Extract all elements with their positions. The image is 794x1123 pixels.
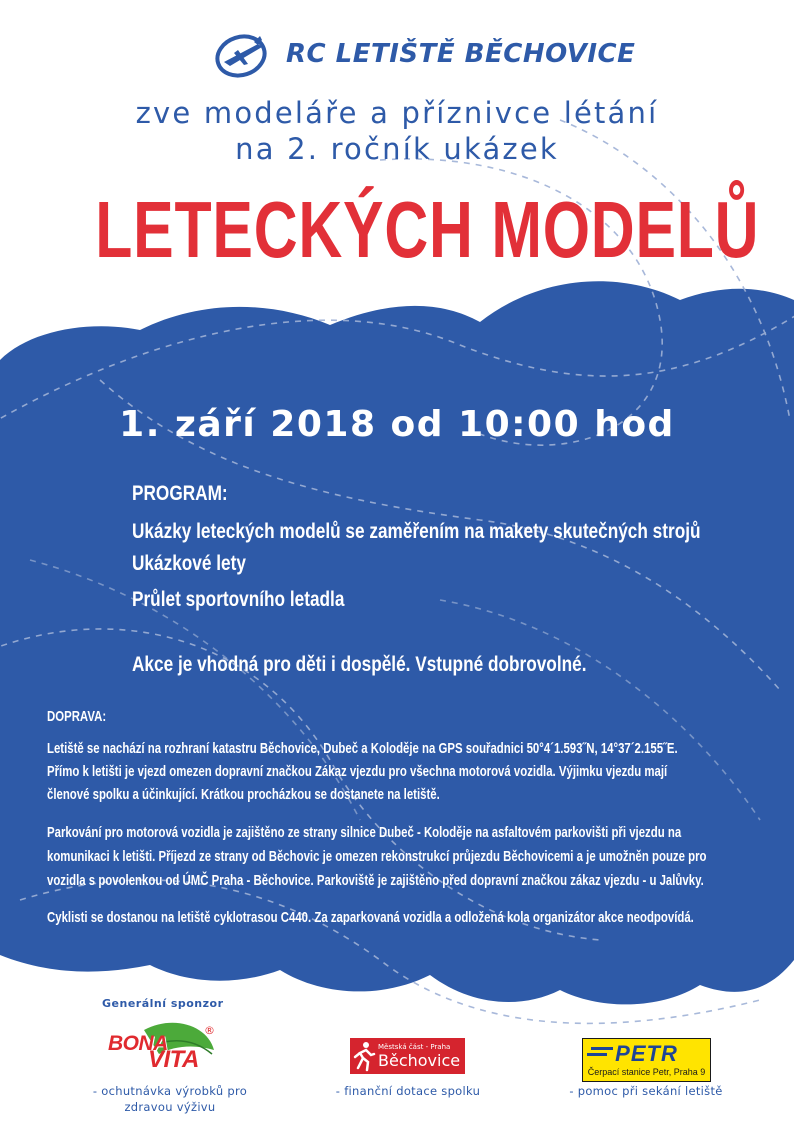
sponsor-caption	[298, 1083, 518, 1099]
bonavita-word-1: BONA	[108, 1032, 168, 1055]
invite-line-2: na 2. ročník ukázek	[235, 132, 559, 166]
sponsor-caption	[60, 1083, 280, 1115]
transport-line: Přímo k letišti je vjezd omezen dopravní značkou Zákaz vjezdu pro všechna motorová vozidla. Výjimku vjezdu mají	[47, 763, 668, 780]
transport-line: vozidla s povolenkou od ÚMČ Praha - Běchovice. Parkoviště je zajištěno před dopravní značkou zákaz vjezdu - u Jalůvky.	[47, 872, 704, 889]
petr-logo	[582, 1038, 711, 1082]
runner-icon	[350, 1038, 378, 1074]
headline: LETECKÝCH MODELŮ	[95, 185, 760, 274]
petr-subtitle: Čerpací stanice Petr, Praha 9	[587, 1067, 706, 1077]
sponsor-caption-line: - ochutnávka výrobků pro	[92, 1084, 248, 1098]
sponsor-caption-line: - finanční dotace spolku	[335, 1084, 481, 1098]
airplane-icon	[214, 28, 272, 80]
program-item: Ukázkové lety	[132, 552, 246, 575]
club-logo	[214, 28, 635, 80]
program-heading: PROGRAM:	[132, 482, 228, 505]
bonavita-logo	[104, 1020, 220, 1076]
bechovice-subtitle: Městská část - Praha	[378, 1042, 451, 1051]
transport-line: komunikaci k letišti. Příjezd ze strany od Běchovic je omezen rekonstrukcí průjezdu Běchovicemi a je umožněn pouze pro	[47, 848, 707, 865]
program-item: Průlet sportovního letadla	[132, 588, 345, 611]
club-name: RC LETIŠTĚ BĚCHOVICE	[286, 39, 636, 69]
petr-word: PETR	[615, 1041, 678, 1066]
transport-line: Parkování pro motorová vozidla je zajištěno ze strany silnice Dubeč - Koloděje na asfaltovém parkovišti při vjezdu na	[47, 824, 682, 841]
transport-line: Cyklisti se dostanou na letiště cyklotrasou C440. Za zaparkovaná vozidla a odložená kola organizátor akce neodpovídá.	[47, 909, 694, 926]
sponsor-caption	[536, 1083, 756, 1099]
sponsor-caption-line: zdravou výživu	[124, 1100, 216, 1114]
sponsor-caption-line: - pomoc při sekání letiště	[569, 1084, 723, 1098]
bechovice-title: Běchovice	[378, 1050, 461, 1070]
transport-line: Letiště se nachází na rozhraní katastru Běchovice, Dubeč a Koloděje na GPS souřadnici 50°4´1.593˝N, 14°37´2.155˝E.	[47, 740, 678, 757]
event-date: 1. září 2018 od 10:00 hod	[119, 404, 675, 445]
program-note: Akce je vhodná pro děti i dospělé. Vstupné dobrovolné.	[132, 653, 587, 676]
bechovice-logo	[350, 1038, 465, 1074]
general-sponsor-label: Generální sponzor	[102, 997, 224, 1010]
registered-mark: ®	[204, 1024, 215, 1037]
transport-heading: DOPRAVA:	[47, 708, 107, 725]
bonavita-word-2: VITA	[148, 1046, 199, 1073]
program-item: Ukázky leteckých modelů se zaměřením na makety skutečných strojů	[132, 520, 701, 543]
transport-line: členové spolku a účinkující. Krátkou procházkou se dostanete na letiště.	[47, 786, 440, 803]
invite-line-1: zve modeláře a příznivce létání	[135, 96, 659, 130]
